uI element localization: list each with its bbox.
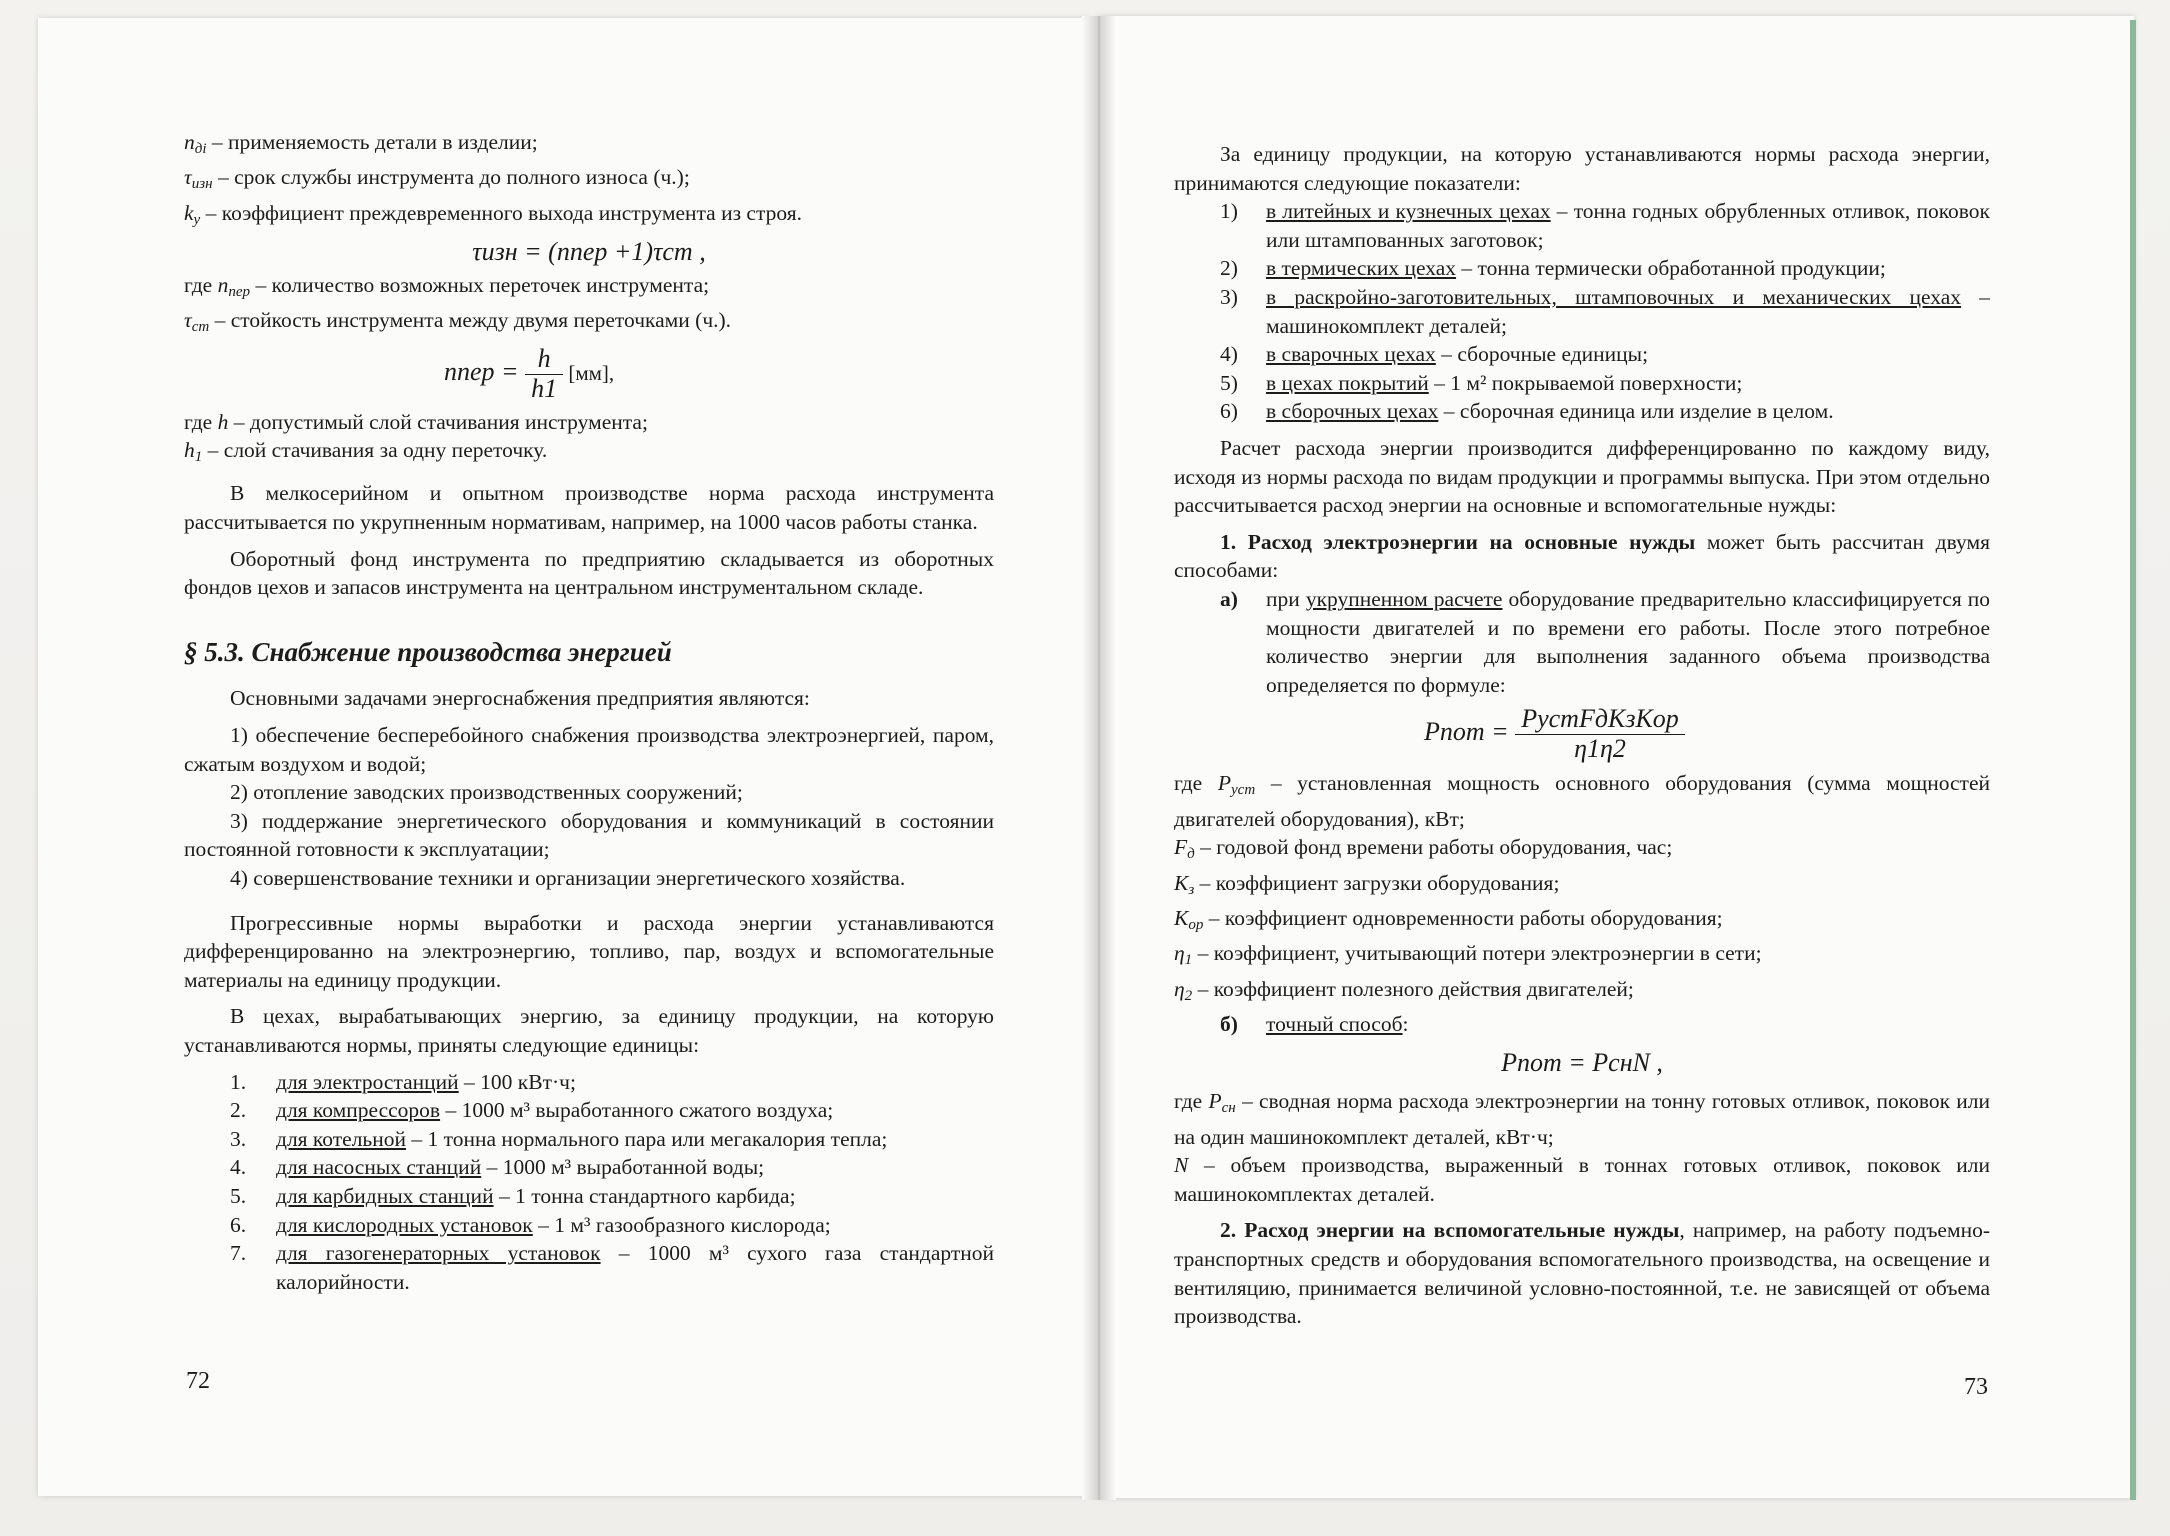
variable-symbol: h <box>184 438 195 463</box>
list-item <box>1174 283 1990 340</box>
item-underlined: для котельной <box>276 1126 406 1151</box>
item-text: – 1000 м³ выработанной воды; <box>481 1155 765 1180</box>
formula-definitions-2 <box>184 408 994 472</box>
formula-unit: [мм], <box>563 361 615 386</box>
variable-subscript: 1 <box>194 448 203 465</box>
formula-definitions-3 <box>1174 769 1990 1010</box>
item-label: б) <box>1220 1012 1238 1037</box>
item-text: – 1 тонна стандартного карбида; <box>493 1183 796 1208</box>
list-item <box>1174 340 1990 369</box>
item-underlined: для компрессоров <box>276 1098 441 1123</box>
definition-text: – применяемость детали в изделии; <box>206 130 538 154</box>
item-2-title: 2. Расход энергии на вспомогательные нужды <box>1220 1218 1680 1243</box>
formula-exact: Pпот = PснN , <box>1501 1047 1663 1077</box>
variable-symbol: F <box>1174 835 1188 860</box>
item-underlined: в сварочных цехах <box>1266 342 1436 367</box>
item-text: – тонна термически обработанной продукции; <box>1456 256 1886 281</box>
definition-line <box>184 128 994 163</box>
item-number: 5. <box>230 1183 247 1208</box>
variable-symbol: τ <box>184 307 192 332</box>
list-item <box>184 778 994 807</box>
definition-text: – годовой фонд времени работы оборудования, час; <box>1194 835 1673 860</box>
variable-symbol: K <box>1174 906 1189 931</box>
item-number: 1) <box>1220 199 1238 224</box>
variable-subscript: 2 <box>1184 987 1193 1004</box>
definition-text: – коэффициент одновременности работы оборудования; <box>1203 906 1723 931</box>
item-underlined: в термических цехах <box>1266 256 1457 281</box>
item-underlined: в сборочных цехах <box>1266 399 1439 424</box>
definition-text: – коэффициент, учитывающий потери электроэнергии в сети; <box>1192 941 1762 966</box>
variable-definitions <box>184 128 994 234</box>
definition-text: – допустимый слой стачивания инструмента; <box>228 409 648 434</box>
list-item <box>184 1239 994 1296</box>
definition-text: – стойкость инструмента между двумя переточками (ч.). <box>209 307 732 332</box>
item-number: 7. <box>230 1241 247 1266</box>
definition-line <box>184 306 994 341</box>
item-text: – 1 м³ газообразного кислорода; <box>532 1212 831 1237</box>
item-number: 4) <box>230 865 248 890</box>
definition-line <box>1174 975 1990 1010</box>
variable-subscript: д <box>1187 846 1195 863</box>
definition-line <box>184 436 994 471</box>
variable-symbol: P <box>1217 771 1231 796</box>
definition-text: – объем производства, выраженный в тоннах готовых отливок, поковок или машинокомплектах деталей. <box>1174 1153 1990 1206</box>
definition-text: – коэффициент преждевременного выхода инструмента из строя. <box>200 200 802 225</box>
paragraph: Оборотный фонд инструмента по предприятию складывается из оборотных фондов цехов и запасов инструмента на центральном инструментальном складе. <box>184 546 994 600</box>
variable-subscript: сн <box>1221 1100 1236 1117</box>
item-text: – 100 кВт·ч; <box>458 1069 576 1094</box>
right-page-text <box>1174 140 1990 1331</box>
list-item <box>1174 197 1990 254</box>
variable-subscript: 1 <box>1184 952 1193 969</box>
item-text: отопление заводских производственных сооружений; <box>253 780 743 805</box>
definition-line <box>184 163 994 198</box>
book-spine <box>1082 16 1116 1500</box>
variable-subscript: з <box>1188 881 1195 898</box>
list-item <box>1174 1010 1990 1039</box>
item-underlined: в литейных и кузнечных цехах <box>1266 199 1551 224</box>
formula-resharpen-count <box>444 345 994 403</box>
item-text: совершенствование техники и организации энергетического хозяйства. <box>253 865 906 890</box>
paragraph: В цехах, вырабатывающих энергию, за единицу продукции, на которую устанавливаются нормы, приняты следующие единицы: <box>184 1004 994 1057</box>
item-text: поддержание энергетического оборудования и коммуникаций в состоянии постоянной готовности к эксплуатации; <box>184 808 995 862</box>
list-item <box>184 1125 994 1154</box>
variable-subscript: уст <box>1230 782 1256 799</box>
variable-symbol: n <box>184 130 195 154</box>
variable-subscript: cm <box>191 318 210 335</box>
definition-line <box>1174 939 1990 974</box>
definition-line <box>184 199 994 234</box>
formula-lhs: nпер = <box>444 357 526 387</box>
item-number: 4. <box>230 1155 247 1180</box>
list-item <box>1174 585 1990 699</box>
item-number: 5) <box>1220 370 1238 395</box>
formula-definitions-1 <box>184 271 994 342</box>
item-text: : <box>1402 1012 1409 1037</box>
variable-symbol: n <box>217 272 229 297</box>
item-text: при <box>1266 586 1306 611</box>
item-number: 2) <box>230 780 248 805</box>
paragraph: Расчет расхода энергии производится дифференцированно по каждому виду, исходя из нормы расхода по видам продукции и программы выпуска. При этом отдельно рассчитывается расход энергии на основные и вспомогательные нужды: <box>1174 435 1990 518</box>
formula-definitions-4 <box>1174 1087 1990 1208</box>
item-number: 2. <box>230 1098 247 1123</box>
method-a <box>1174 585 1990 699</box>
list-item <box>1174 397 1990 426</box>
definition-line <box>1174 769 1990 833</box>
variable-symbol: k <box>184 200 194 225</box>
definition-text: – срок службы инструмента до полного износа (ч.); <box>212 165 690 190</box>
item-label: а) <box>1220 586 1238 611</box>
variable-symbol: η <box>1174 976 1185 1001</box>
indicators-list <box>1174 197 1990 426</box>
definition-line <box>1174 904 1990 939</box>
where-word: где <box>1174 771 1218 796</box>
item-text: обеспечение бесперебойного снабжения производства электроэнергией, паром, сжатым воздухом и водой; <box>184 723 995 776</box>
where-word: где <box>1174 1089 1209 1114</box>
definition-line <box>184 271 994 306</box>
variable-symbol: K <box>1174 870 1189 895</box>
variable-symbol: h <box>217 409 229 434</box>
paragraph: Основными задачами энергоснабжения предприятия являются: <box>230 686 810 711</box>
paragraph-item-1 <box>1174 528 1990 585</box>
item-text: – сборочные единицы; <box>1435 342 1649 367</box>
definition-line <box>1174 833 1990 868</box>
item-underlined: укрупненном расчете <box>1305 586 1503 611</box>
variable-symbol: η <box>1174 941 1185 966</box>
item-underlined: в раскройно-заготовительных, штамповочных и механических цехах <box>1266 284 1962 309</box>
list-item <box>184 1153 994 1182</box>
list-item <box>184 1096 994 1125</box>
formula-fraction <box>525 345 563 403</box>
item-text: – машинокомплект деталей; <box>1266 284 1991 338</box>
item-underlined: для электростанций <box>276 1069 459 1094</box>
fraction-numerator: h <box>525 345 563 375</box>
item-text: – 1 тонна нормального пара или мегакалория тепла; <box>406 1126 888 1151</box>
variable-subscript: ор <box>1188 916 1204 933</box>
section-heading: § 5.3. Снабжение производства энергией <box>184 636 672 667</box>
list-item <box>184 864 994 893</box>
list-item <box>184 1182 994 1211</box>
where-word: где <box>184 409 218 434</box>
item-number: 6) <box>1220 399 1238 424</box>
formula-lhs: Pпот = <box>1424 717 1516 747</box>
variable-symbol: τ <box>184 165 192 190</box>
definition-text: – слой стачивания за одну переточку. <box>202 438 548 463</box>
variable-subscript: дi <box>194 140 207 157</box>
definition-line <box>1174 1151 1990 1208</box>
definition-text: – коэффициент загрузки оборудования; <box>1194 870 1560 895</box>
paragraph: В мелкосерийном и опытном производстве норма расхода инструмента рассчитывается по укрупненным нормативам, например, на 1000 часов работы станка. <box>184 481 994 535</box>
formula-power-consumption <box>1424 705 1990 763</box>
page-number-right: 73 <box>1964 1374 1988 1400</box>
item-number: 3) <box>1220 284 1238 309</box>
item-1-text: может быть рассчитан двумя способами: <box>1174 529 1990 583</box>
item-text: – 1 м² покрываемой поверхности; <box>1428 370 1743 395</box>
item-underlined: для газогенераторных установок <box>276 1241 601 1266</box>
item-number: 2) <box>1220 256 1238 281</box>
fraction-numerator: PустFдKзKор <box>1515 705 1685 735</box>
variable-symbol: P <box>1208 1089 1222 1114</box>
definition-text: – установленная мощность основного оборудования (сумма мощностей двигателей оборудования), кВт; <box>1174 771 1990 831</box>
definition-text: – сводная норма расхода электроэнергии на тонну готовых отливок, поковок или на один машинокомплект деталей, кВт·ч; <box>1174 1089 1991 1149</box>
item-underlined: в цехах покрытий <box>1266 370 1429 395</box>
definition-line <box>1174 1087 1990 1151</box>
item-1-title: 1. Расход электроэнергии на основные нужды <box>1220 529 1696 554</box>
item-text: – сборочная единица или изделие в целом. <box>1438 399 1834 424</box>
item-underlined: для кислородных установок <box>276 1212 533 1237</box>
item-number: 6. <box>230 1212 247 1237</box>
fraction-denominator: η1η2 <box>1574 733 1626 763</box>
fraction-denominator: h1 <box>531 373 558 403</box>
paragraph: За единицу продукции, на которую устанавливаются нормы расхода энергии, принимаются следующие показатели: <box>1174 142 1990 195</box>
list-item <box>184 807 994 864</box>
item-number: 4) <box>1220 342 1238 367</box>
list-item <box>1174 369 1990 398</box>
item-underlined: точный способ <box>1266 1012 1403 1037</box>
list-item <box>184 1211 994 1240</box>
item-text: – 1000 м³ выработанного сжатого воздуха; <box>440 1098 834 1123</box>
definition-text: – количество возможных переточек инструмента; <box>250 272 710 297</box>
item-text: – тонна годных обрубленных отливок, поковок или штампованных заготовок; <box>1266 199 1991 252</box>
item-text: – 1000 м³ сухого газа стандартной калорийности. <box>276 1241 994 1294</box>
method-b <box>1174 1010 1990 1039</box>
item-number: 3) <box>230 808 248 833</box>
tasks-list <box>184 721 994 893</box>
item-number: 1) <box>230 723 248 747</box>
variable-subscript: y <box>193 211 201 228</box>
list-item <box>1174 254 1990 283</box>
cover-edge <box>2130 20 2136 1500</box>
definition-text: – коэффициент полезного действия двигателей; <box>1192 976 1634 1001</box>
formula-fraction <box>1515 705 1685 763</box>
units-list <box>184 1068 994 1297</box>
list-item <box>184 1068 994 1097</box>
paragraph: Прогрессивные нормы выработки и расхода энергии устанавливаются дифференцированно на электроэнергию, топливо, пар, воздух и вспомогательные материалы на единицу продукции. <box>184 910 994 992</box>
formula-tool-life: τизн = (nпер +1)τcm , <box>472 237 706 267</box>
where-word: где <box>184 272 218 297</box>
item-text: оборудование предварительно классифицируется по мощности двигателей и по времени его работы. После этого потребное количество энергии для выполнения заданного объема производства определяется по формуле: <box>1266 586 1991 697</box>
item-number: 1. <box>230 1069 247 1094</box>
definition-line <box>1174 869 1990 904</box>
item-2-text: , например, на работу подъемно-транспортных средств и оборудования вспомогательного производства, на освещение и вентиляцию, принимается величиной условно-постоянной, т.е. не зависящей от объема производства. <box>1174 1218 1990 1329</box>
page-number-left: 72 <box>186 1368 210 1394</box>
variable-subscript: пер <box>228 283 251 300</box>
definition-line <box>184 408 994 437</box>
variable-subscript: изн <box>191 176 213 193</box>
item-underlined: для карбидных станций <box>276 1183 494 1208</box>
list-item <box>184 721 994 778</box>
variable-symbol: N <box>1174 1153 1189 1178</box>
item-number: 3. <box>230 1126 247 1151</box>
paragraph-item-2 <box>1174 1216 1990 1330</box>
item-underlined: для насосных станций <box>276 1155 482 1180</box>
left-page-text <box>184 128 994 1296</box>
